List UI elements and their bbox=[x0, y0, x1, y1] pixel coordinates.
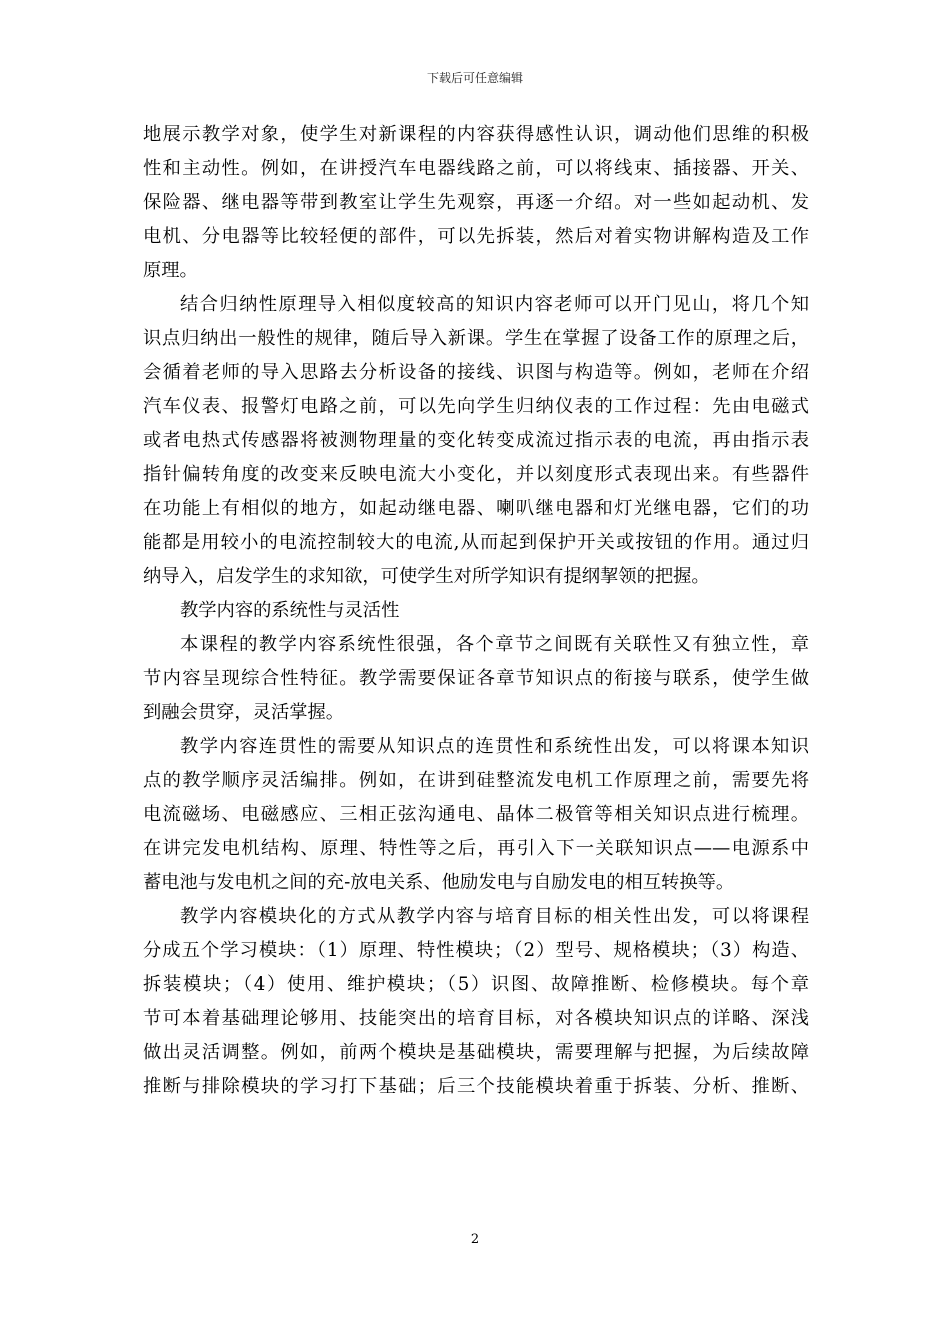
text-line: 性和主动性。例如，在讲授汽车电器线路之前，可以将线束、插接器、开关、 bbox=[143, 158, 809, 179]
text-line: 或者电热式传感器将被测物理量的变化转变成流过指示表的电流，再由指示表 bbox=[143, 430, 809, 451]
text-line: 本课程的教学内容系统性很强，各个章节之间既有关联性又有独立性，章 bbox=[180, 634, 809, 655]
text-line: 汽车仪表、报警灯电路之前，可以先向学生归纳仪表的工作过程：先由电磁式 bbox=[143, 396, 809, 417]
text-line: 原理。 bbox=[143, 260, 198, 281]
page-header: 下载后可任意编辑 bbox=[426, 71, 523, 85]
text-line: 教学内容连贯性的需要从知识点的连贯性和系统性出发，可以将课本知识 bbox=[180, 736, 809, 757]
text-line: 节可本着基础理论够用、技能突出的培育目标，对各模块知识点的详略、深浅 bbox=[143, 1008, 809, 1029]
text-line: 到融会贯穿，灵活掌握。 bbox=[143, 702, 345, 723]
text-line: 蓄电池与发电机之间的充-放电关系、他励发电与自励发电的相互转换等。 bbox=[143, 872, 735, 893]
text-line: 会循着老师的导入思路去分析设备的接线、识图与构造等。例如，老师在介绍 bbox=[143, 362, 809, 383]
text-line: 保险器、继电器等带到教室让学生先观察，再逐一介绍。对一些如起动机、发 bbox=[143, 192, 809, 213]
text-line: 教学内容模块化的方式从教学内容与培育目标的相关性出发，可以将课程 bbox=[180, 906, 809, 927]
text-line: 拆装模块；（4）使用、维护模块；（5）识图、故障推断、检修模块。每个章 bbox=[143, 974, 809, 995]
text-line: 电流磁场、电磁感应、三相正弦沟通电、晶体二极管等相关知识点进行梳理。 bbox=[143, 804, 809, 825]
text-line: 电机、分电器等比较轻便的部件，可以先拆装，然后对着实物讲解构造及工作 bbox=[143, 226, 809, 247]
text-line: 地展示教学对象，使学生对新课程的内容获得感性认识，调动他们思维的积极 bbox=[143, 124, 809, 145]
text-line: 在功能上有相似的地方，如起动继电器、喇叭继电器和灯光继电器，它们的功 bbox=[143, 498, 809, 519]
text-line: 推断与排除模块的学习打下基础；后三个技能模块着重于拆装、分析、推断、 bbox=[143, 1076, 809, 1097]
text-line: 纳导入，启发学生的求知欲，可使学生对所学知识有提纲挈领的把握。 bbox=[143, 566, 710, 587]
page-number: 2 bbox=[470, 1232, 480, 1247]
text-line: 在讲完发电机结构、原理、特性等之后，再引入下一关联知识点——电源系中 bbox=[143, 838, 809, 859]
text-line: 教学内容的系统性与灵活性 bbox=[180, 600, 400, 621]
text-line: 能都是用较小的电流控制较大的电流,从而起到保护开关或按钮的作用。通过归 bbox=[143, 532, 809, 553]
text-line: 结合归纳性原理导入相似度较高的知识内容老师可以开门见山，将几个知 bbox=[180, 294, 809, 315]
text-line: 识点归纳出一般性的规律，随后导入新课。学生在掌握了设备工作的原理之后， bbox=[143, 328, 809, 349]
text-line: 分成五个学习模块：（1）原理、特性模块；（2）型号、规格模块；（3）构造、 bbox=[143, 940, 809, 961]
text-line: 节内容呈现综合性特征。教学需要保证各章节知识点的衔接与联系，使学生做 bbox=[143, 668, 809, 689]
text-line: 指针偏转角度的改变来反映电流大小变化，并以刻度形式表现出来。有些器件 bbox=[143, 464, 809, 485]
document-body bbox=[143, 118, 809, 1104]
text-line: 做出灵活调整。例如，前两个模块是基础模块，需要理解与把握，为后续故障 bbox=[143, 1042, 809, 1063]
text-line: 点的教学顺序灵活编排。例如，在讲到硅整流发电机工作原理之前，需要先将 bbox=[143, 770, 809, 791]
